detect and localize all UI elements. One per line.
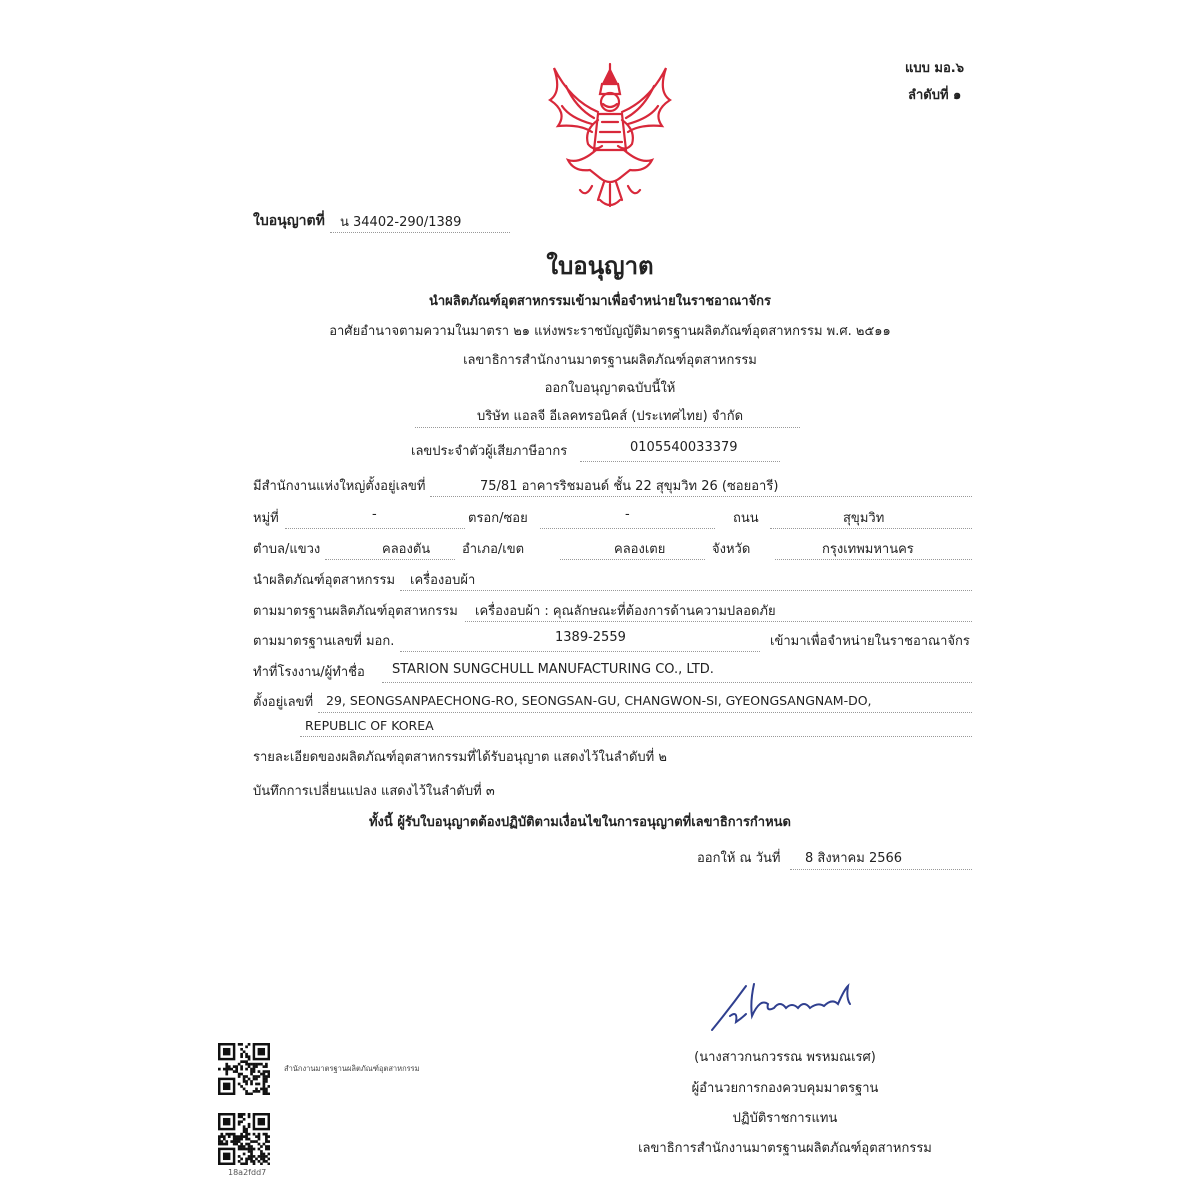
standard-no-value: 1389-2559 bbox=[555, 630, 626, 645]
road-value: สุขุมวิท bbox=[843, 511, 885, 526]
qr-code-top[interactable] bbox=[218, 1043, 270, 1095]
form-code: แบบ มอ.๖ bbox=[905, 61, 964, 76]
signature bbox=[708, 978, 868, 1040]
issuer-line: เลขาธิการสำนักงานมาตรฐานผลิตภัณฑ์อุตสาหกรรม bbox=[463, 353, 757, 368]
road-label: ถนน bbox=[733, 511, 759, 526]
signatory-for: เลขาธิการสำนักงานมาตรฐานผลิตภัณฑ์อุตสาหกรรม bbox=[638, 1141, 932, 1156]
details-note: รายละเอียดของผลิตภัณฑ์อุตสาหกรรมที่ได้รับอนุญาต แสดงไว้ในลำดับที่ ๒ bbox=[253, 750, 667, 765]
standard-label: ตามมาตรฐานผลิตภัณฑ์อุตสาหกรรม bbox=[253, 604, 458, 619]
amphoe-label: อำเภอ/เขต bbox=[462, 542, 525, 557]
qr-code-bottom[interactable] bbox=[218, 1113, 270, 1165]
standard-no-suffix: เข้ามาเพื่อจำหน่ายในราชอาณาจักร bbox=[770, 634, 970, 649]
province-line bbox=[775, 559, 972, 560]
standard-no-line bbox=[400, 651, 760, 652]
province-label: จังหวัด bbox=[712, 542, 751, 557]
license-no-label: ใบอนุญาตที่ bbox=[253, 213, 325, 229]
signatory-name: (นางสาวกนกวรรณ พรหมณเรศ) bbox=[694, 1050, 876, 1065]
soi-value: - bbox=[625, 507, 630, 522]
qr-agency-label: สำนักงานมาตรฐานผลิตภัณฑ์อุตสาหกรรม bbox=[284, 1064, 420, 1073]
province-value: กรุงเทพมหานคร bbox=[822, 542, 914, 557]
tambon-label: ตำบล/แขวง bbox=[253, 542, 321, 557]
factory-address-line1-rule bbox=[318, 712, 972, 713]
license-no-value: น 34402-290/1389 bbox=[340, 215, 462, 230]
standard-no-label: ตามมาตรฐานเลขที่ มอก. bbox=[253, 634, 395, 649]
hq-value: 75/81 อาคารริชมอนด์ ชั้น 22 สุขุมวิท 26 (ซอยอารี) bbox=[480, 479, 779, 494]
signatory-acting: ปฏิบัติราชการแทน bbox=[732, 1111, 838, 1126]
amphoe-value: คลองเตย bbox=[614, 542, 666, 557]
issued-line bbox=[790, 869, 972, 870]
product-value: เครื่องอบผ้า bbox=[410, 573, 476, 588]
form-order: ลำดับที่ ๑ bbox=[908, 88, 962, 103]
standard-line bbox=[465, 621, 972, 622]
signatory-position: ผู้อำนวยการกองควบคุมมาตรฐาน bbox=[691, 1081, 879, 1096]
tax-value: 0105540033379 bbox=[630, 440, 738, 455]
license-no-line bbox=[330, 232, 510, 233]
road-line bbox=[770, 528, 972, 529]
issue-line: ออกใบอนุญาตฉบับนี้ให้ bbox=[544, 381, 676, 396]
tax-label: เลขประจำตัวผู้เสียภาษีอากร bbox=[411, 444, 568, 459]
issued-label: ออกให้ ณ วันที่ bbox=[697, 851, 781, 866]
garuda-emblem bbox=[540, 60, 680, 215]
authority-line: อาศัยอำนาจตามความในมาตรา ๒๑ แห่งพระราชบัญญัติมาตรฐานผลิตภัณฑ์อุตสาหกรรม พ.ศ. ๒๕๑๑ bbox=[329, 324, 891, 339]
tambon-value: คลองตัน bbox=[382, 542, 431, 557]
factory-address-line2-rule bbox=[300, 736, 972, 737]
factory-address-line1: 29, SEONGSANPAECHONG-RO, SEONGSAN-GU, CHANGWON-SI, GYEONGSANGNAM-DO, bbox=[326, 693, 872, 708]
product-label: นำผลิตภัณฑ์อุตสาหกรรม bbox=[253, 573, 396, 588]
factory-address-label: ตั้งอยู่เลขที่ bbox=[253, 695, 314, 710]
moo-label: หมู่ที่ bbox=[253, 511, 279, 526]
soi-label: ตรอก/ซอย bbox=[468, 511, 528, 526]
factory-address-line2: REPUBLIC OF KOREA bbox=[305, 718, 434, 733]
page-title: ใบอนุญาต bbox=[546, 252, 654, 280]
tax-line bbox=[580, 461, 780, 462]
moo-value: - bbox=[372, 507, 377, 522]
tambon-line bbox=[325, 559, 455, 560]
hq-line bbox=[430, 496, 972, 497]
subtitle: นำผลิตภัณฑ์อุตสาหกรรมเข้ามาเพื่อจำหน่ายในราชอาณาจักร bbox=[429, 294, 771, 309]
factory-value: STARION SUNGCHULL MANUFACTURING CO., LTD. bbox=[392, 662, 714, 677]
changes-note: บันทึกการเปลี่ยนแปลง แสดงไว้ในลำดับที่ ๓ bbox=[253, 784, 495, 799]
issued-value: 8 สิงหาคม 2566 bbox=[805, 851, 903, 866]
company-name: บริษัท แอลจี อีเลคทรอนิคส์ (ประเทศไทย) จำกัด bbox=[476, 409, 744, 424]
standard-value: เครื่องอบผ้า : คุณลักษณะที่ต้องการด้านความปลอดภัย bbox=[475, 604, 776, 619]
amphoe-line bbox=[560, 559, 705, 560]
hq-label: มีสำนักงานแห่งใหญ่ตั้งอยู่เลขที่ bbox=[253, 479, 426, 494]
company-line bbox=[415, 427, 800, 428]
product-line bbox=[400, 590, 972, 591]
factory-label: ทำที่โรงงาน/ผู้ทำชื่อ bbox=[253, 665, 365, 680]
moo-line bbox=[285, 528, 465, 529]
qr-code-text: 18a2fdd7 bbox=[228, 1168, 267, 1177]
factory-line bbox=[382, 682, 972, 683]
soi-line bbox=[540, 528, 715, 529]
condition-note: ทั้งนี้ ผู้รับใบอนุญาตต้องปฏิบัติตามเงื่อนไขในการอนุญาตที่เลขาธิการกำหนด bbox=[368, 815, 791, 830]
